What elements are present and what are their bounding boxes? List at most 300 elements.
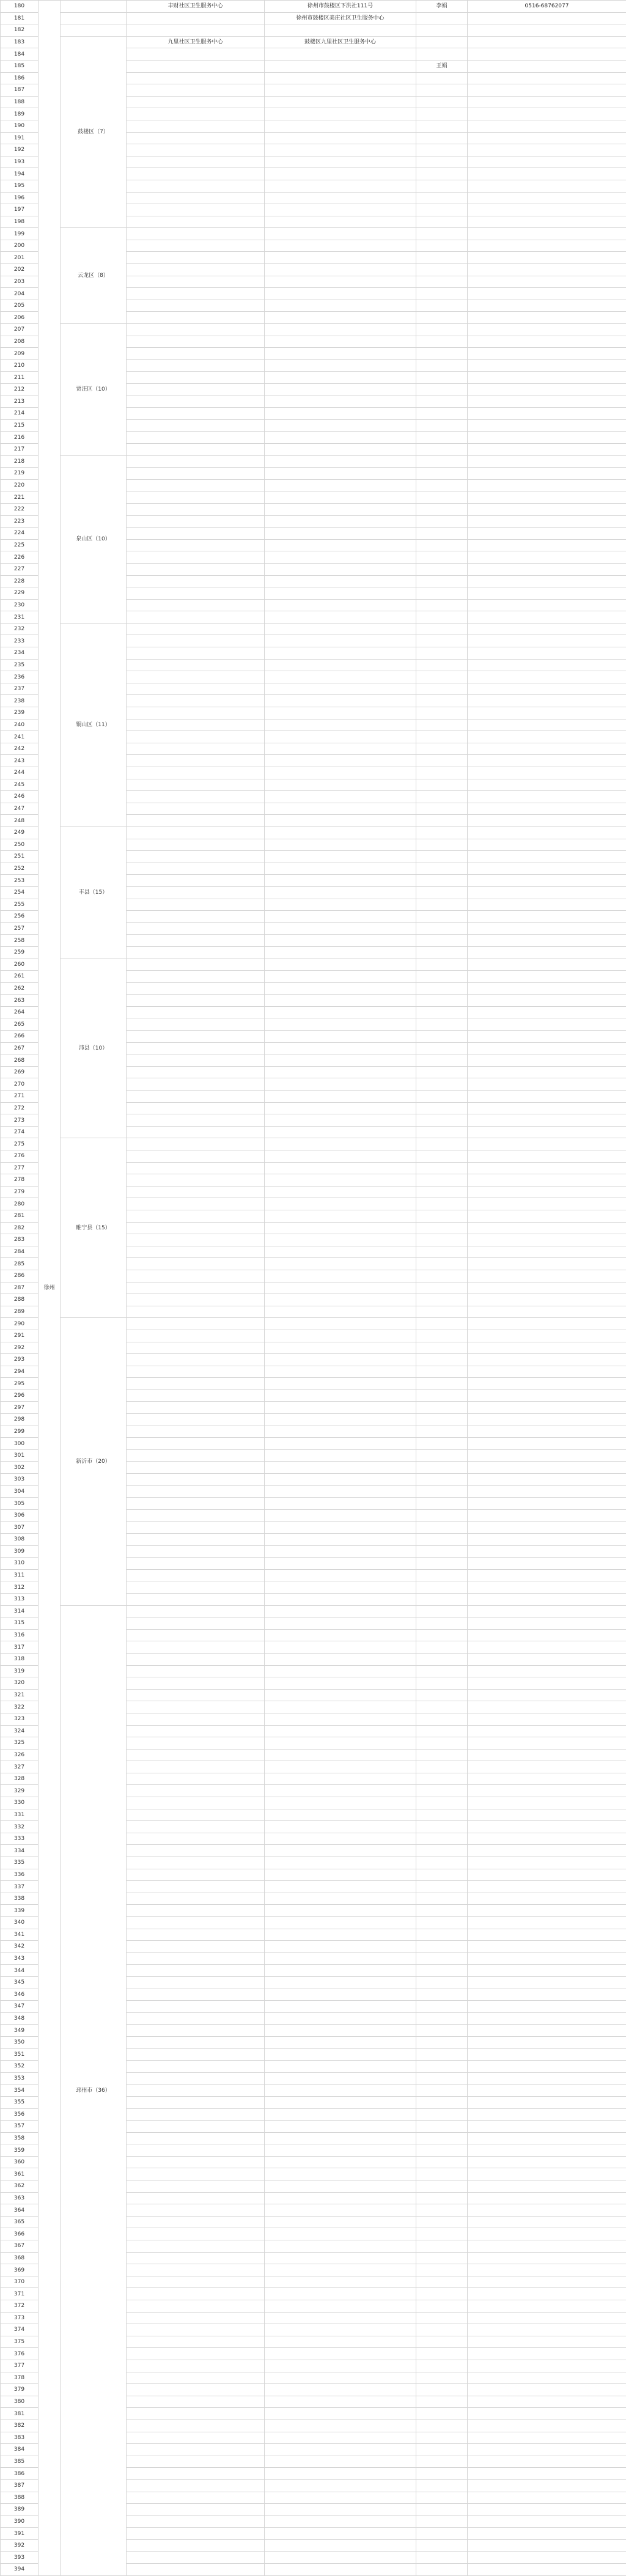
phone-cell	[468, 2085, 626, 2097]
contact-person-cell	[416, 1665, 468, 1677]
contact-person-cell	[416, 1893, 468, 1905]
contact-person-cell	[416, 826, 468, 839]
address-cell	[265, 959, 416, 971]
facility-name-cell	[127, 1749, 265, 1761]
row-number-cell: 275	[1, 1138, 39, 1150]
contact-person-cell	[416, 695, 468, 707]
phone-cell	[468, 1018, 626, 1031]
row-number-cell: 181	[1, 12, 39, 24]
row-number-cell: 184	[1, 48, 39, 61]
contact-person-cell	[416, 1534, 468, 1546]
phone-cell	[468, 24, 626, 37]
address-cell	[265, 1605, 416, 1617]
phone-cell	[468, 1677, 626, 1690]
address-cell	[265, 1150, 416, 1163]
phone-cell	[468, 911, 626, 923]
row-number-cell: 318	[1, 1653, 39, 1665]
contact-person-cell	[416, 1318, 468, 1330]
row-number-cell: 217	[1, 443, 39, 455]
row-number-cell: 342	[1, 1941, 39, 1953]
contact-person-cell	[416, 1102, 468, 1114]
address-cell	[265, 1318, 416, 1330]
address-cell	[265, 611, 416, 624]
contact-person-cell	[416, 1354, 468, 1366]
address-cell	[265, 2420, 416, 2432]
contact-person-cell	[416, 2240, 468, 2253]
row-number-cell: 195	[1, 180, 39, 192]
facility-name-cell	[127, 803, 265, 815]
contact-person-cell	[416, 2288, 468, 2300]
facility-name-cell	[127, 2360, 265, 2372]
phone-cell	[468, 432, 626, 444]
phone-cell	[468, 1198, 626, 1210]
contact-person-cell	[416, 2396, 468, 2408]
contact-person-cell	[416, 324, 468, 336]
contact-person-cell	[416, 839, 468, 851]
address-cell	[265, 647, 416, 660]
table-row	[1, 36, 626, 48]
row-number-cell: 315	[1, 1617, 39, 1630]
phone-cell	[468, 2252, 626, 2264]
contact-person-cell	[416, 1414, 468, 1426]
address-cell	[265, 1952, 416, 1965]
row-number-cell: 222	[1, 503, 39, 515]
address-cell	[265, 1414, 416, 1426]
row-number-cell: 344	[1, 1965, 39, 1977]
address-cell	[265, 1653, 416, 1665]
phone-cell	[468, 1078, 626, 1091]
contact-person-cell	[416, 72, 468, 84]
address-cell	[265, 899, 416, 911]
address-cell	[265, 1701, 416, 1713]
contact-person-cell	[416, 1294, 468, 1306]
contact-person-cell	[416, 1330, 468, 1342]
row-number-cell: 347	[1, 2001, 39, 2013]
phone-cell	[468, 276, 626, 288]
facility-name-cell	[127, 959, 265, 971]
address-cell	[265, 1689, 416, 1701]
row-number-cell: 302	[1, 1462, 39, 1474]
facility-name-cell	[127, 1605, 265, 1617]
address-cell	[265, 1091, 416, 1103]
address-cell	[265, 2384, 416, 2396]
contact-person-cell	[416, 2564, 468, 2576]
phone-cell	[468, 1102, 626, 1114]
row-number-cell: 314	[1, 1605, 39, 1617]
contact-person-cell	[416, 1091, 468, 1103]
phone-cell	[468, 2312, 626, 2324]
address-cell	[265, 1905, 416, 1917]
row-number-cell: 354	[1, 2085, 39, 2097]
contact-person-cell	[416, 2264, 468, 2276]
address-cell	[265, 312, 416, 324]
address-cell	[265, 2372, 416, 2384]
contact-person-cell	[416, 1342, 468, 1354]
facility-name-cell	[127, 1294, 265, 1306]
facility-name-cell	[127, 2300, 265, 2313]
row-number-cell: 240	[1, 719, 39, 731]
address-cell	[265, 1869, 416, 1881]
contact-person-cell	[416, 1976, 468, 1989]
phone-cell	[468, 503, 626, 515]
row-number-cell: 358	[1, 2132, 39, 2144]
phone-cell	[468, 216, 626, 228]
row-number-cell: 376	[1, 2348, 39, 2360]
phone-cell	[468, 2132, 626, 2144]
contact-person-cell	[416, 2539, 468, 2552]
address-cell	[265, 1042, 416, 1054]
facility-name-cell	[127, 204, 265, 216]
contact-person-cell	[416, 1054, 468, 1067]
facility-name-cell	[127, 12, 265, 24]
phone-cell	[468, 1174, 626, 1187]
row-number-cell: 262	[1, 982, 39, 995]
address-cell	[265, 2061, 416, 2073]
phone-cell	[468, 2348, 626, 2360]
row-number-cell: 369	[1, 2264, 39, 2276]
address-cell	[265, 1833, 416, 1845]
address-cell	[265, 707, 416, 719]
contact-person-cell	[416, 2456, 468, 2468]
address-cell	[265, 1821, 416, 1833]
facility-name-cell	[127, 1114, 265, 1127]
phone-cell	[468, 826, 626, 839]
facility-name-cell	[127, 228, 265, 240]
facility-name-cell	[127, 2180, 265, 2193]
facility-name-cell	[127, 2515, 265, 2528]
contact-person-cell	[416, 2504, 468, 2516]
address-cell	[265, 995, 416, 1007]
phone-cell	[468, 1941, 626, 1953]
phone-cell	[468, 863, 626, 875]
row-number-cell: 329	[1, 1785, 39, 1797]
phone-cell	[468, 348, 626, 360]
row-number-cell: 226	[1, 551, 39, 564]
facility-name-cell	[127, 1378, 265, 1390]
address-cell	[265, 1725, 416, 1737]
address-cell	[265, 1449, 416, 1462]
facility-name-cell	[127, 1965, 265, 1977]
phone-cell	[468, 2408, 626, 2420]
phone-cell	[468, 2564, 626, 2576]
phone-cell	[468, 1641, 626, 1654]
contact-person-cell	[416, 647, 468, 660]
facility-name-cell	[127, 1797, 265, 1809]
contact-person-cell	[416, 1845, 468, 1857]
address-cell	[265, 2300, 416, 2313]
address-cell	[265, 276, 416, 288]
county-cell: 泉山区（10）	[61, 455, 127, 623]
address-cell	[265, 491, 416, 504]
facility-name-cell	[127, 2252, 265, 2264]
county-cell: 新沂市（20）	[61, 1318, 127, 1605]
phone-cell	[468, 839, 626, 851]
facility-name-cell	[127, 2372, 265, 2384]
address-cell	[265, 1126, 416, 1138]
phone-cell	[468, 84, 626, 97]
contact-person-cell	[416, 1653, 468, 1665]
row-number-cell: 205	[1, 300, 39, 312]
facility-name-cell	[127, 1701, 265, 1713]
contact-person-cell	[416, 192, 468, 204]
contact-person-cell	[416, 2300, 468, 2313]
address-cell	[265, 2444, 416, 2456]
row-number-cell: 270	[1, 1078, 39, 1091]
phone-cell	[468, 922, 626, 935]
facility-name-cell	[127, 324, 265, 336]
facility-name-cell: 九里社区卫生服务中心	[127, 36, 265, 48]
phone-cell	[468, 1031, 626, 1043]
phone-cell	[468, 108, 626, 120]
row-number-cell: 316	[1, 1629, 39, 1641]
facility-name-cell	[127, 695, 265, 707]
contact-person-cell	[416, 396, 468, 408]
phone-cell	[468, 1210, 626, 1222]
facility-name-cell	[127, 168, 265, 180]
contact-person-cell	[416, 336, 468, 348]
row-number-cell: 384	[1, 2444, 39, 2456]
facility-name-cell	[127, 707, 265, 719]
address-cell	[265, 1389, 416, 1402]
phone-cell	[468, 2396, 626, 2408]
phone-cell	[468, 2528, 626, 2540]
address-cell	[265, 1162, 416, 1174]
facility-name-cell	[127, 443, 265, 455]
address-cell	[265, 779, 416, 791]
phone-cell	[468, 48, 626, 61]
phone-cell	[468, 2121, 626, 2133]
facility-name-cell	[127, 1773, 265, 1785]
row-number-cell: 313	[1, 1593, 39, 1605]
phone-cell	[468, 72, 626, 84]
phone-cell	[468, 252, 626, 264]
row-number-cell: 364	[1, 2204, 39, 2217]
phone-cell	[468, 1498, 626, 1510]
phone-cell	[468, 1821, 626, 1833]
table-row	[1, 455, 626, 468]
address-cell	[265, 1258, 416, 1270]
facility-name-cell	[127, 1066, 265, 1078]
contact-person-cell	[416, 911, 468, 923]
address-cell	[265, 2085, 416, 2097]
address-cell	[265, 2228, 416, 2240]
row-number-cell: 372	[1, 2300, 39, 2313]
contact-person-cell	[416, 1138, 468, 1150]
contact-person-cell	[416, 539, 468, 551]
row-number-cell: 324	[1, 1725, 39, 1737]
contact-person-cell	[416, 1222, 468, 1234]
phone-cell	[468, 443, 626, 455]
row-number-cell: 352	[1, 2061, 39, 2073]
contact-person-cell	[416, 1809, 468, 1821]
phone-cell	[468, 623, 626, 635]
address-cell	[265, 2336, 416, 2348]
phone-cell	[468, 1006, 626, 1018]
facility-name-cell	[127, 24, 265, 37]
facility-name-cell	[127, 2432, 265, 2444]
phone-cell	[468, 1150, 626, 1163]
address-cell	[265, 1534, 416, 1546]
phone-cell	[468, 1282, 626, 1294]
facility-name-cell	[127, 72, 265, 84]
address-cell	[265, 635, 416, 647]
facility-name-cell	[127, 755, 265, 767]
contact-person-cell	[416, 2384, 468, 2396]
contact-person-cell	[416, 1952, 468, 1965]
phone-cell	[468, 1593, 626, 1605]
contact-person-cell	[416, 1749, 468, 1761]
phone-cell	[468, 324, 626, 336]
row-number-cell: 310	[1, 1558, 39, 1570]
phone-cell	[468, 1234, 626, 1246]
row-number-cell: 326	[1, 1749, 39, 1761]
row-number-cell: 194	[1, 168, 39, 180]
contact-person-cell	[416, 719, 468, 731]
row-number-cell: 357	[1, 2121, 39, 2133]
address-cell	[265, 396, 416, 408]
phone-cell	[468, 1162, 626, 1174]
contact-person-cell	[416, 1545, 468, 1558]
contact-person-cell	[416, 1617, 468, 1630]
phone-cell	[468, 815, 626, 827]
phone-cell	[468, 1402, 626, 1414]
row-number-cell: 391	[1, 2528, 39, 2540]
address-cell	[265, 264, 416, 276]
row-number-cell: 379	[1, 2384, 39, 2396]
phone-cell	[468, 935, 626, 947]
address-cell	[265, 911, 416, 923]
phone-cell	[468, 1462, 626, 1474]
contact-person-cell	[416, 2515, 468, 2528]
contact-person-cell	[416, 2408, 468, 2420]
address-cell	[265, 1426, 416, 1438]
contact-person-cell	[416, 2360, 468, 2372]
address-cell	[265, 1485, 416, 1498]
phone-cell	[468, 120, 626, 132]
contact-person-cell	[416, 2324, 468, 2336]
contact-person-cell	[416, 419, 468, 432]
row-number-cell: 225	[1, 539, 39, 551]
row-number-cell: 266	[1, 1031, 39, 1043]
phone-cell	[468, 1438, 626, 1450]
contact-person-cell	[416, 2204, 468, 2217]
row-number-cell: 207	[1, 324, 39, 336]
contact-person-cell	[416, 1905, 468, 1917]
facility-name-cell	[127, 2288, 265, 2300]
phone-cell	[468, 1737, 626, 1750]
table-row	[1, 324, 626, 336]
address-cell	[265, 336, 416, 348]
row-number-cell: 322	[1, 1701, 39, 1713]
contact-person-cell	[416, 982, 468, 995]
phone-cell	[468, 959, 626, 971]
address-cell	[265, 1941, 416, 1953]
row-number-cell: 256	[1, 911, 39, 923]
address-cell	[265, 1114, 416, 1127]
row-number-cell: 208	[1, 336, 39, 348]
address-cell	[265, 2312, 416, 2324]
facility-name-cell	[127, 1006, 265, 1018]
contact-person-cell	[416, 659, 468, 671]
phone-cell	[468, 1330, 626, 1342]
facility-name-cell	[127, 1976, 265, 1989]
row-number-cell: 373	[1, 2312, 39, 2324]
address-cell	[265, 2468, 416, 2480]
facility-name-cell	[127, 1078, 265, 1091]
phone-cell	[468, 408, 626, 420]
contact-person-cell	[416, 1126, 468, 1138]
address-cell	[265, 132, 416, 144]
row-number-cell: 183	[1, 36, 39, 48]
contact-person-cell	[416, 1270, 468, 1282]
facility-name-cell	[127, 826, 265, 839]
address-cell	[265, 1498, 416, 1510]
phone-cell	[468, 384, 626, 396]
phone-cell	[468, 1749, 626, 1761]
address-cell	[265, 1809, 416, 1821]
facility-name-cell	[127, 1186, 265, 1198]
contact-person-cell	[416, 2528, 468, 2540]
contact-person-cell	[416, 48, 468, 61]
phone-cell	[468, 144, 626, 156]
contact-person-cell	[416, 1929, 468, 1941]
contact-person-cell	[416, 1462, 468, 1474]
phone-cell	[468, 1773, 626, 1785]
address-cell	[265, 468, 416, 480]
phone-cell	[468, 396, 626, 408]
address-cell	[265, 1102, 416, 1114]
facility-name-cell	[127, 647, 265, 660]
facility-name-cell	[127, 1402, 265, 1414]
phone-cell	[468, 946, 626, 959]
facility-name-cell	[127, 995, 265, 1007]
address-cell	[265, 2408, 416, 2420]
address-cell	[265, 419, 416, 432]
facility-name-cell	[127, 455, 265, 468]
facility-name-cell	[127, 2228, 265, 2240]
facility-name-cell	[127, 683, 265, 695]
row-number-cell: 343	[1, 1952, 39, 1965]
row-number-cell: 286	[1, 1270, 39, 1282]
address-cell	[265, 1785, 416, 1797]
row-number-cell: 212	[1, 384, 39, 396]
city-label: 徐州	[43, 1282, 54, 1294]
phone-cell	[468, 743, 626, 755]
row-number-cell: 288	[1, 1294, 39, 1306]
facility-name-cell	[127, 851, 265, 863]
facility-name-cell	[127, 2085, 265, 2097]
address-cell	[265, 2264, 416, 2276]
row-number-cell: 231	[1, 611, 39, 624]
phone-cell	[468, 1845, 626, 1857]
table-row	[1, 1318, 626, 1330]
row-number-cell: 248	[1, 815, 39, 827]
phone-cell	[468, 1689, 626, 1701]
facility-name-cell	[127, 1498, 265, 1510]
facility-name-cell	[127, 396, 265, 408]
address-cell	[265, 1474, 416, 1486]
row-number-cell: 232	[1, 623, 39, 635]
facility-name-cell	[127, 336, 265, 348]
row-number-cell: 193	[1, 156, 39, 168]
address-cell	[265, 2001, 416, 2013]
county-cell: 云龙区（8）	[61, 228, 127, 324]
row-number-cell: 282	[1, 1222, 39, 1234]
facility-name-cell	[127, 2324, 265, 2336]
contact-person-cell	[416, 1725, 468, 1737]
contact-person-cell	[416, 384, 468, 396]
facility-name-cell	[127, 312, 265, 324]
